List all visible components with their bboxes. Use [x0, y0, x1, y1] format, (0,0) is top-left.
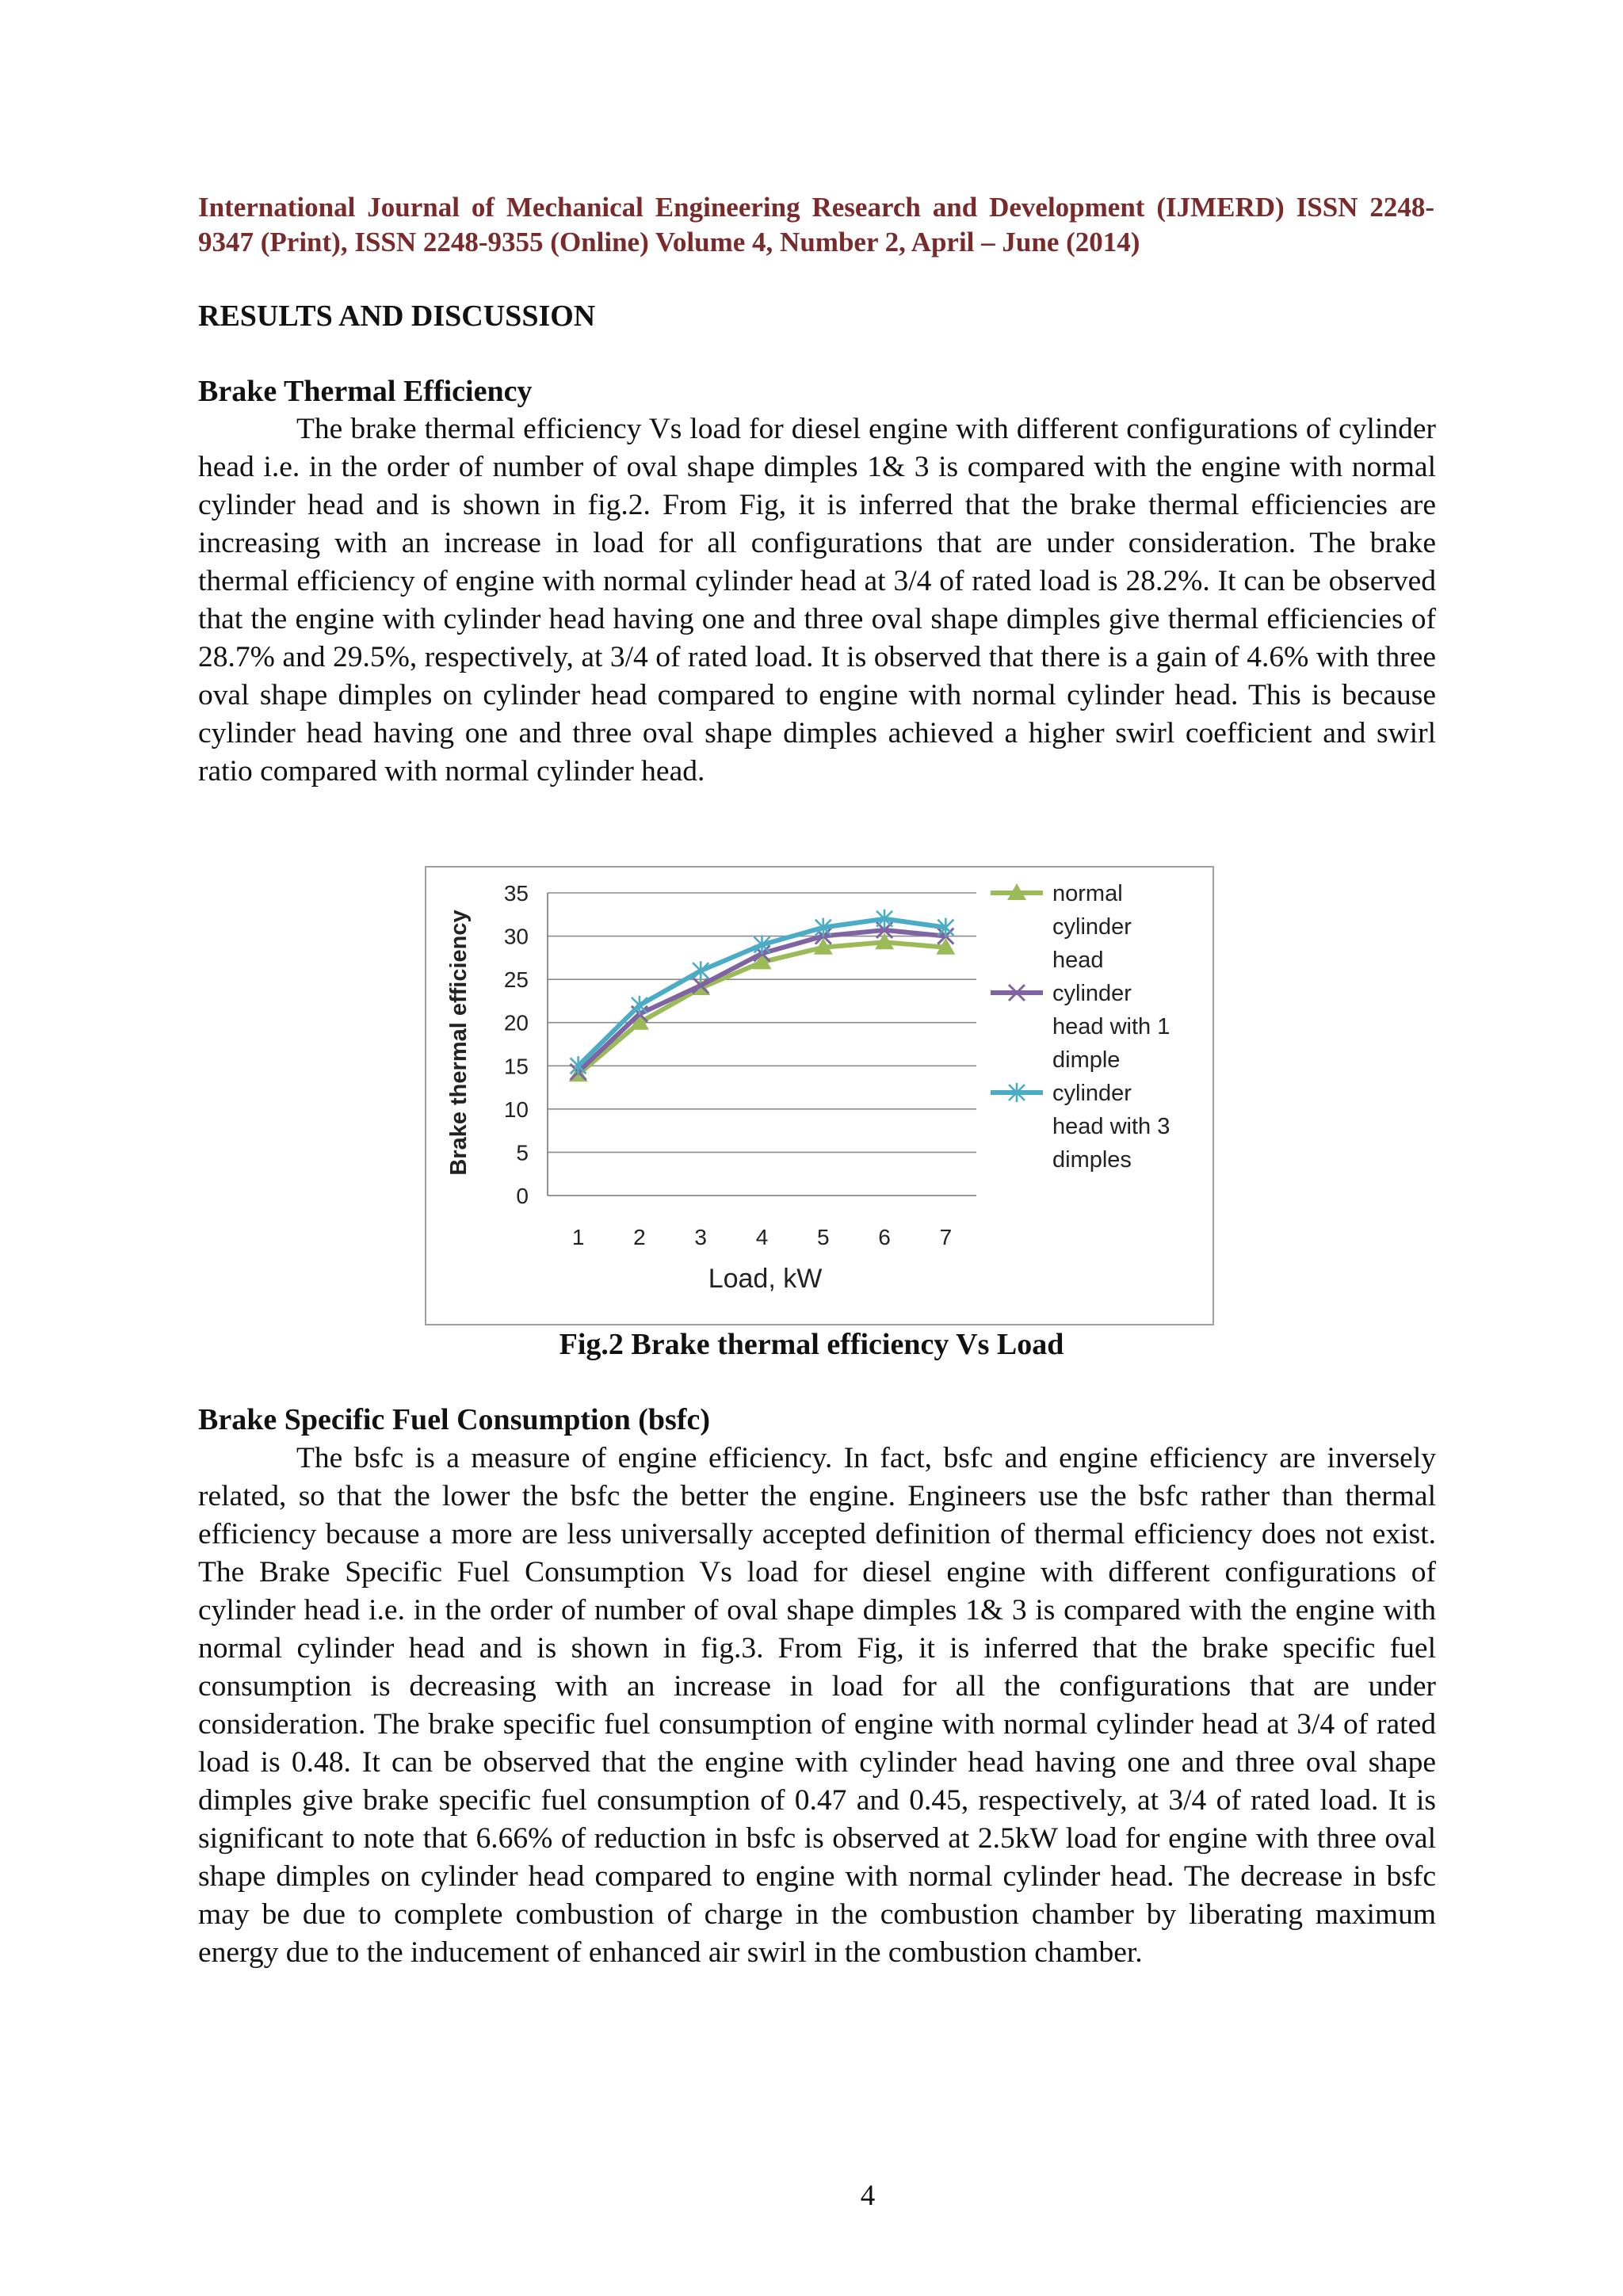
figure-caption: Fig.2 Brake thermal efficiency Vs Load	[559, 1328, 1064, 1361]
x-tick-label: 1	[571, 1225, 585, 1249]
bte-chart	[426, 868, 1216, 1327]
y-tick-label: 25	[503, 967, 529, 993]
legend-label: head with 1	[1052, 1014, 1170, 1039]
legend-label: cylinder	[1052, 1081, 1132, 1106]
y-tick-label: 0	[516, 1184, 529, 1208]
y-tick-label: 15	[503, 1054, 529, 1079]
legend-label: cylinder	[1052, 981, 1132, 1006]
x-tick-label: 6	[878, 1225, 891, 1249]
y-tick-label: 30	[503, 924, 529, 949]
y-tick-label: 20	[503, 1010, 529, 1035]
bte-paragraph: The brake thermal efficiency Vs load for diesel engine with different configurations of cylinder head i.e. in the order of number of oval shape dimples 1& 3 is compared with the engine with normal cylinder head and is shown in fig.2. From Fig, it is inferred that the brake thermal efficiencies are increasing with an increase in load for all configurations that are under consideration. The brake thermal efficiency of engine with normal cylinder head at 3/4 of rated load is 28.2%. It can be observed that the engine with cylinder head having one and three oval shape dimples give thermal efficiencies of 28.7% and 29.5%, respectively, at 3/4 of rated load. It is observed that there is a gain of 4.6% with three oval shape dimples on cylinder head compared to engine with normal cylinder head. This is because cylinder head having one and three oval shape dimples achieved a higher swirl coefficient and swirl ratio compared with normal cylinder head.	[198, 413, 1436, 788]
legend-label: dimple	[1052, 1047, 1121, 1073]
x-tick-label: 7	[939, 1225, 953, 1249]
x-tick-label: 3	[694, 1225, 708, 1249]
x-tick-label: 2	[633, 1225, 646, 1249]
bte-heading: Brake Thermal Efficiency	[198, 375, 533, 408]
journal-header: International Journal of Mechanical Engineering Research and Development (IJMERD) ISSN 2248-9347 (Print), ISSN 2248-9355 (Online) Volume 4, Number 2, April – June (2014)	[198, 192, 1434, 257]
y-axis-title: Brake thermal efficiency	[446, 910, 472, 1176]
legend-label: cylinder	[1052, 914, 1132, 940]
legend-label: head with 3	[1052, 1114, 1170, 1139]
x-tick-label: 5	[816, 1225, 830, 1249]
y-tick-label: 35	[503, 881, 529, 906]
figure-2	[425, 866, 1214, 1325]
x-tick-label: 4	[755, 1225, 769, 1249]
bsfc-paragraph: The bsfc is a measure of engine efficiency. In fact, bsfc and engine efficiency are inversely related, so that the lower the bsfc the better the engine. Engineers use the bsfc rather than thermal efficiency because a more are less universally accepted definition of thermal efficiency does not exist. The Brake Specific Fuel Consumption Vs load for diesel engine with different configurations of cylinder head i.e. in the order of number of oval shape dimples 1& 3 is compared with the engine with normal cylinder head and is shown in fig.3. From Fig, it is inferred that the brake specific fuel consumption is decreasing with an increase in load for all the configurations that are under consideration. The brake specific fuel consumption of engine with normal cylinder head at 3/4 of rated load is 0.48. It can be observed that the engine with cylinder head having one and three oval shape dimples give brake specific fuel consumption of 0.47 and 0.45, respectively, at 3/4 of rated load. It is significant to note that 6.66% of reduction in bsfc is observed at 2.5kW load for engine with three oval shape dimples on cylinder head compared to engine with normal cylinder head. The decrease in bsfc may be due to complete combustion of charge in the combustion chamber by liberating maximum energy due to the inducement of enhanced air swirl in the combustion chamber.	[198, 1442, 1436, 1969]
x-axis-title: Load, kW	[708, 1264, 823, 1294]
section-title: RESULTS AND DISCUSSION	[198, 299, 596, 333]
legend-label: normal	[1052, 881, 1123, 906]
legend-label: head	[1052, 948, 1104, 973]
legend-label: dimples	[1052, 1147, 1132, 1173]
y-tick-label: 5	[516, 1140, 529, 1165]
data-point-series-3	[632, 996, 647, 1015]
page-number: 4	[860, 2180, 876, 2212]
bsfc-heading: Brake Specific Fuel Consumption (bsfc)	[198, 1403, 710, 1436]
y-tick-label: 10	[503, 1097, 529, 1122]
